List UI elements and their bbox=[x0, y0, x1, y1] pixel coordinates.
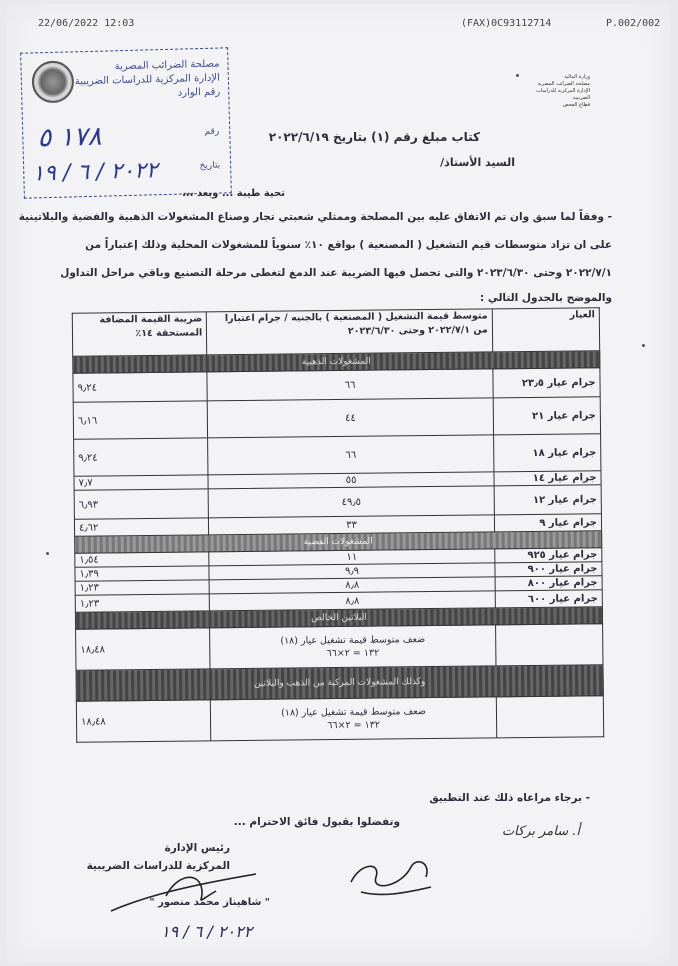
cell-tax: ١٫٣٩ bbox=[75, 566, 209, 581]
cell-avg bbox=[211, 697, 497, 741]
cell-item: جرام عيار ٢١ bbox=[493, 397, 601, 435]
cell-item: جرام عيار ١٢ bbox=[494, 485, 602, 515]
cell-avg: ٨٫٨ bbox=[210, 591, 496, 611]
cell-item: جرام عيار ٩ bbox=[494, 514, 601, 532]
cell-avg bbox=[210, 625, 496, 669]
cell-avg: ٦٦ bbox=[208, 435, 494, 475]
cell-item: جرام عيار ١٨ bbox=[493, 434, 601, 472]
table-row bbox=[73, 397, 600, 440]
cell-avg: ٥٥ bbox=[208, 472, 494, 489]
cell-tax: ٩٫٢٤ bbox=[74, 438, 209, 476]
band-label: البلاتين الخالص bbox=[75, 607, 602, 630]
letter-paragraph-4: والموضح بالجدول التالي : bbox=[479, 292, 612, 304]
table-row bbox=[74, 434, 601, 477]
cell-avg: ٤٩٫٥ bbox=[208, 486, 494, 518]
cell-avg: ٤٤ bbox=[207, 398, 493, 438]
letter-closing: وتفضلوا بقبول فائق الاحترام ... bbox=[233, 816, 400, 828]
cell-item: جرام عيار ٩٠٠ bbox=[495, 562, 602, 577]
letterhead-line: الإدارة المركزية للدراسات الضريبية bbox=[536, 88, 590, 101]
table-header-row bbox=[72, 308, 599, 357]
cell-tax: ١٫٢٣ bbox=[75, 594, 209, 612]
scan-speck bbox=[46, 552, 49, 555]
signatory-title-2: المركزية للدراسات الضريبية bbox=[86, 860, 230, 872]
letter-paragraph-1: - وفقاً لما سبق وان تم الاتفاق عليه بين المصلحة وممثلي شعبتي تجار وصناع المشغولات الذهبية والفضية والبلاتينية bbox=[18, 211, 612, 223]
cell-item: جرام عيار ٦٠٠ bbox=[495, 590, 602, 608]
cell-tax: ١٫٢٣ bbox=[75, 580, 209, 595]
cell-tax: ٦٫٩٣ bbox=[74, 489, 209, 519]
band-label: المشغولات الذهبية bbox=[73, 351, 600, 374]
fax-page-number: P.002/002 bbox=[606, 18, 661, 29]
cell-tax: ٩٫٢٤ bbox=[73, 372, 208, 402]
stamp-date-label: بتاريخ bbox=[199, 160, 221, 172]
letterhead-line: قطاع الفحص bbox=[562, 102, 590, 108]
scan-speck bbox=[642, 344, 645, 347]
avg-line-1: ضعف متوسط قيمة تشغيل عيار (١٨) bbox=[281, 706, 426, 719]
signature-date: ٢٠٢٢ / ٦ / ١٩ bbox=[161, 922, 253, 941]
band-label: المشغولات الفضية bbox=[75, 531, 602, 554]
cell-tax: ١٨٫٤٨ bbox=[76, 628, 211, 670]
fax-date-time: 22/06/2022 12:03 bbox=[38, 18, 135, 29]
avg-line-1: ضعف متوسط قيمة تشغيل عيار (١٨) bbox=[280, 634, 426, 647]
handwritten-signature-left bbox=[106, 866, 266, 916]
letter-greeting: تحية طيبة ... وبعد ،،، bbox=[182, 188, 285, 199]
letter-addressee: السيد الأستاذ/ bbox=[440, 156, 515, 169]
tax-authority-seal-icon bbox=[31, 60, 74, 103]
signatory-name: " شاهيناز محمد منصور " bbox=[149, 897, 270, 908]
avg-line-2: ١٣٢ = ٢×٦٦ bbox=[327, 719, 380, 732]
letterhead-logo bbox=[526, 74, 590, 109]
stamp-date: ٢٠٢٢ / ٦ / ١٩ bbox=[31, 158, 159, 187]
cell-avg: ٣٣ bbox=[209, 515, 495, 535]
letterhead-line: وزارة المالية bbox=[564, 74, 590, 80]
cell-tax: ٧٫٧ bbox=[74, 475, 208, 490]
stamp-line-department: الإدارة المركزية للدراسات الضريبية bbox=[74, 72, 220, 88]
header-tax: ضريبة القيمة المضافة المستحقة ١٤٪ bbox=[72, 312, 207, 356]
incoming-stamp bbox=[20, 47, 232, 198]
table-row bbox=[76, 696, 603, 743]
cell-avg: ٩٫٩ bbox=[209, 563, 495, 580]
avg-line-2: ١٣٢ = ٢×٦٦ bbox=[326, 647, 380, 660]
cell-item: جرام عيار ٢٣٫٥ bbox=[493, 368, 601, 398]
stamp-incoming-number: ١٧٨ ٥ bbox=[36, 121, 102, 154]
cell-item bbox=[496, 696, 604, 738]
header-item: العيار bbox=[492, 308, 600, 352]
cell-item: جرام عيار ٨٠٠ bbox=[495, 576, 602, 591]
cell-avg: ٨٫٨ bbox=[209, 577, 495, 594]
letter-paragraph-3: ٢٠٢٢/٧/١ وحتى ٢٠٢٣/٦/٣٠ والتى تحصل فيها الضريبة عند الدمغ لتغطى مرحلة التصنيع وباقي مراحل التداول bbox=[60, 267, 612, 279]
cell-avg: ٦٦ bbox=[207, 369, 493, 401]
fax-document-page bbox=[6, 4, 670, 962]
cell-tax: ٦٫١٦ bbox=[73, 401, 208, 439]
application-note: - برجاء مراعاه ذلك عند التطبيق bbox=[429, 792, 590, 804]
band-label: وكذلك المشغولات المركبة من الذهب والبلاتين bbox=[76, 665, 603, 702]
stamp-line-authority: مصلحة الضرائب المصرية bbox=[114, 58, 220, 73]
stamp-number-label: رقم bbox=[204, 126, 220, 137]
letterhead-line: مصلحة الضرائب المصرية bbox=[537, 81, 590, 87]
cell-avg: ١١ bbox=[209, 549, 495, 566]
letter-paragraph-2: على ان تزاد متوسطات قيم التشغيل ( المصنعية ) بواقع ١٠٪ سنوياً للمشغولات المحلية وذلك إعتباراً من bbox=[85, 239, 612, 251]
handwritten-signature-right bbox=[341, 842, 441, 902]
cell-item: جرام عيار ٩٢٥ bbox=[495, 548, 602, 563]
cell-tax: ١٨٫٤٨ bbox=[76, 700, 211, 742]
signatory-title-1: رئيس الإدارة bbox=[164, 842, 230, 854]
cell-tax: ١٫٥٤ bbox=[75, 552, 209, 567]
cell-tax: ٤٫٦٢ bbox=[74, 518, 208, 536]
table-row bbox=[76, 624, 603, 671]
stamp-line-incoming: رقم الوارد bbox=[177, 86, 221, 99]
cell-item: جرام عيار ١٤ bbox=[494, 471, 601, 486]
workmanship-values-table bbox=[72, 307, 604, 743]
cell-item bbox=[495, 624, 603, 666]
scan-speck bbox=[516, 74, 519, 77]
handwritten-annotation: أ. سامر بركات bbox=[501, 824, 580, 839]
letter-subject: كتاب مبلغ رقم (١) بتاريخ ٢٠٢٢/٦/١٩ bbox=[268, 130, 480, 144]
fax-number: (FAX)0C93112714 bbox=[461, 18, 552, 29]
header-avg: متوسط قيمة التشغيل ( المصنعية ) بالجنيه / جرام اعتبارا من ٢٠٢٢/٧/١ وحتى ٢٠٢٣/٦/٣٠ bbox=[207, 309, 493, 355]
